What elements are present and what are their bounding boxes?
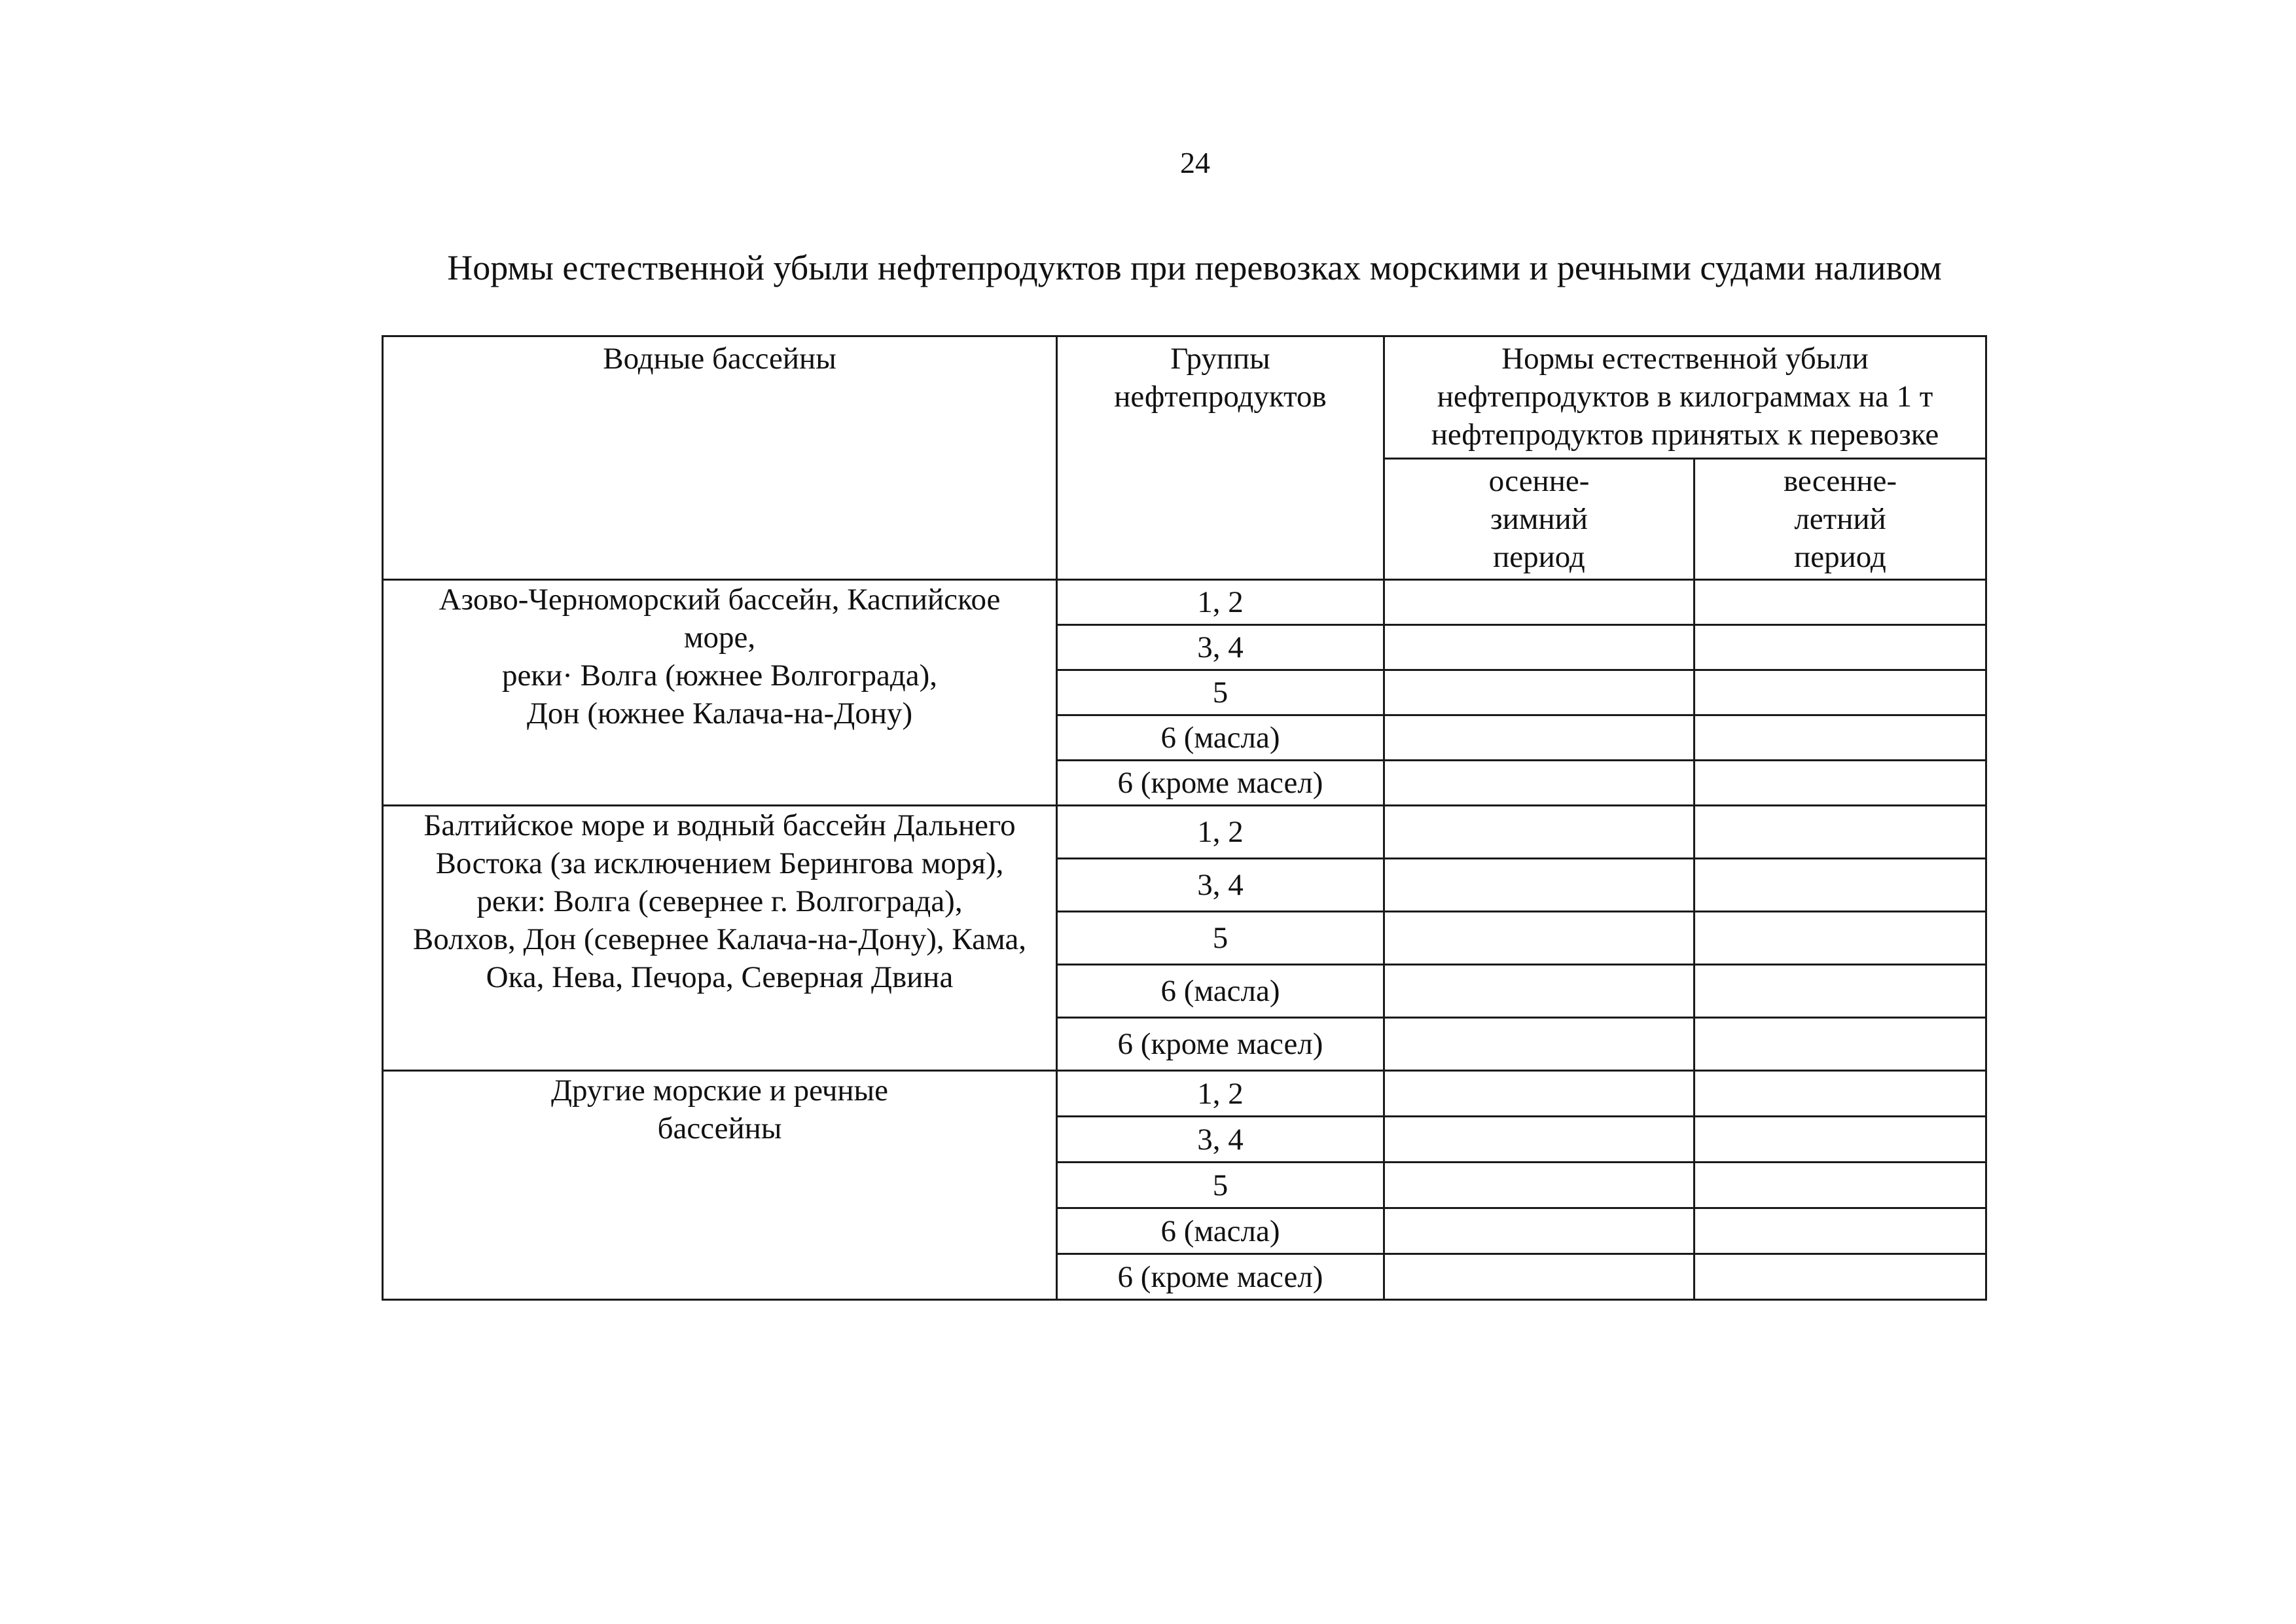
autumn-winter-value [1384, 912, 1695, 965]
group-cell: 5 [1057, 1163, 1384, 1208]
basin-line: Балтийское море и водный бассейн Дальнего [423, 808, 1016, 842]
header-spring-summer-line-2: летний [1794, 502, 1886, 536]
table-row [383, 580, 1986, 625]
header-basins: Водные бассейны [383, 336, 1057, 580]
autumn-winter-value [1384, 761, 1695, 806]
header-autumn-winter-line-1: осенне- [1488, 464, 1590, 498]
spring-summer-value [1695, 1254, 1986, 1300]
autumn-winter-value [1384, 965, 1695, 1018]
header-autumn-winter-line-3: период [1493, 540, 1585, 574]
header-norms-line-2: нефтепродуктов в килограммах на 1 т [1437, 380, 1933, 414]
spring-summer-value [1695, 1208, 1986, 1254]
header-groups-line-2: нефтепродуктов [1114, 380, 1327, 414]
autumn-winter-value [1384, 580, 1695, 625]
basin-line: реки· Волга (южнее Волгограда), [501, 659, 938, 693]
autumn-winter-value [1384, 1018, 1695, 1071]
group-cell: 1, 2 [1057, 806, 1384, 859]
norms-table [382, 335, 1987, 1301]
table-row [383, 1071, 1986, 1117]
basin-cell-baltic-far-east [383, 806, 1057, 1071]
spring-summer-value [1695, 580, 1986, 625]
group-cell: 3, 4 [1057, 625, 1384, 670]
header-groups-line-1: Группы [1170, 342, 1270, 376]
header-spring-summer-line-1: весенне- [1783, 464, 1897, 498]
basin-line: реки: Волга (севернее г. Волгограда), [476, 884, 963, 918]
spring-summer-value [1695, 859, 1986, 912]
basin-line: Волхов, Дон (севернее Калача-на-Дону), Кама, [412, 922, 1027, 956]
basin-line: море, [683, 621, 756, 655]
spring-summer-value [1695, 1117, 1986, 1163]
basin-line: Востока (за исключением Берингова моря), [435, 846, 1004, 880]
basin-line: Азово-Черноморский бассейн, Каспийское [439, 583, 1001, 617]
spring-summer-value [1695, 625, 1986, 670]
autumn-winter-value [1384, 1254, 1695, 1300]
header-norms-line-3: нефтепродуктов принятых к перевозке [1431, 418, 1939, 452]
spring-summer-value [1695, 806, 1986, 859]
spring-summer-value [1695, 965, 1986, 1018]
group-cell: 3, 4 [1057, 859, 1384, 912]
spring-summer-value [1695, 912, 1986, 965]
autumn-winter-value [1384, 1117, 1695, 1163]
autumn-winter-value [1384, 1163, 1695, 1208]
group-cell: 5 [1057, 912, 1384, 965]
group-cell: 5 [1057, 670, 1384, 715]
spring-summer-value [1695, 1018, 1986, 1071]
group-cell: 6 (масла) [1057, 965, 1384, 1018]
autumn-winter-value [1384, 1208, 1695, 1254]
autumn-winter-value [1384, 1071, 1695, 1117]
spring-summer-value [1695, 761, 1986, 806]
header-groups [1057, 336, 1384, 580]
basin-line: Дон (южнее Калача-на-Дону) [526, 696, 913, 731]
spring-summer-value [1695, 1071, 1986, 1117]
autumn-winter-value [1384, 670, 1695, 715]
group-cell: 6 (кроме масел) [1057, 1254, 1384, 1300]
basin-line: бассейны [657, 1111, 782, 1146]
document-title: Нормы естественной убыли нефтепродуктов при перевозках морскими и речными судами наливом [447, 248, 1942, 287]
basin-line: Другие морские и речные [550, 1074, 888, 1108]
basin-cell-azov-black-sea [383, 580, 1057, 806]
header-spring-summer [1695, 459, 1986, 580]
autumn-winter-value [1384, 806, 1695, 859]
group-cell: 6 (кроме масел) [1057, 761, 1384, 806]
spring-summer-value [1695, 670, 1986, 715]
group-cell: 1, 2 [1057, 580, 1384, 625]
page-number: 24 [1180, 146, 1210, 179]
header-autumn-winter [1384, 459, 1695, 580]
group-cell: 6 (кроме масел) [1057, 1018, 1384, 1071]
table-row [383, 806, 1986, 859]
basin-line: Ока, Нева, Печора, Северная Двина [486, 960, 954, 994]
autumn-winter-value [1384, 715, 1695, 761]
header-norms [1384, 336, 1986, 459]
group-cell: 6 (масла) [1057, 715, 1384, 761]
group-cell: 1, 2 [1057, 1071, 1384, 1117]
spring-summer-value [1695, 1163, 1986, 1208]
spring-summer-value [1695, 715, 1986, 761]
group-cell: 6 (масла) [1057, 1208, 1384, 1254]
header-autumn-winter-line-2: зимний [1490, 502, 1588, 536]
group-cell: 3, 4 [1057, 1117, 1384, 1163]
basin-cell-other [383, 1071, 1057, 1300]
header-spring-summer-line-3: период [1794, 540, 1886, 574]
autumn-winter-value [1384, 625, 1695, 670]
header-norms-line-1: Нормы естественной убыли [1501, 342, 1869, 376]
autumn-winter-value [1384, 859, 1695, 912]
header-row [383, 336, 1986, 459]
